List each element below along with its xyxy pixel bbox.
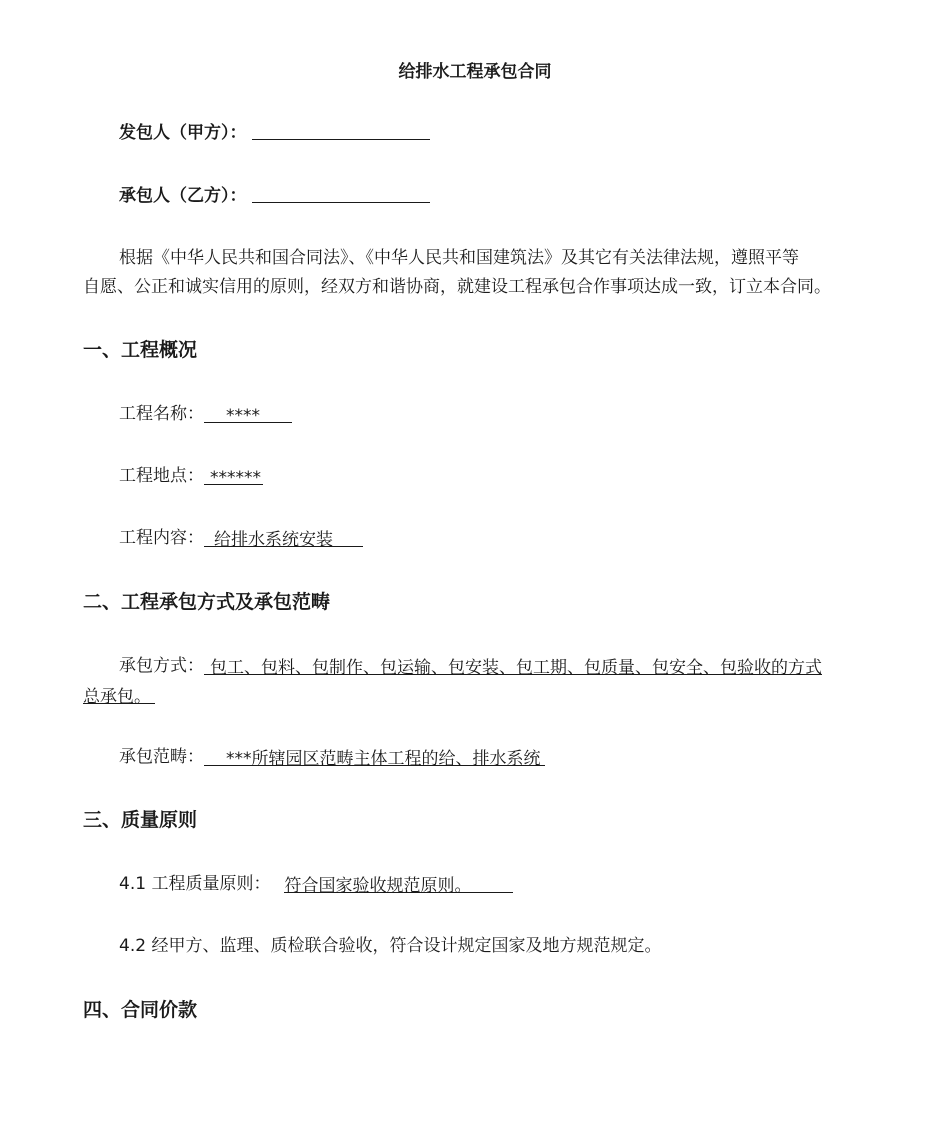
- section-3-heading: 三、质量原则: [83, 809, 198, 831]
- contract-mode-value-2: 总承包。: [83, 685, 155, 704]
- contract-mode-value-1: 包工、包料、包制作、包运输、包安装、包工期、包质量、包安全、包验收的方式: [204, 656, 822, 675]
- employer-label: 发包人（甲方）：: [119, 123, 247, 143]
- preamble-line-2: 自愿、公正和诚实信用的原则，经双方和谐协商，就建设工程承包合作事项达成一致，订立本合同。: [83, 277, 831, 297]
- contractor-label: 承包人（乙方）：: [119, 186, 247, 206]
- contract-mode-label: 承包方式：: [119, 656, 204, 676]
- project-name-value: ****: [204, 404, 292, 423]
- project-content-value: 给排水系统安装: [204, 528, 363, 547]
- contract-scope-value: ***所辖园区范畴主体工程的给、排水系统: [204, 747, 545, 766]
- project-name-line: [119, 402, 292, 426]
- project-content-line: [119, 526, 363, 550]
- project-location-line: [119, 464, 263, 488]
- document-title: 给排水工程承包合同: [398, 62, 552, 82]
- contract-mode-line: [119, 654, 822, 678]
- contractor-blank: [252, 184, 430, 203]
- employer-line: [119, 121, 430, 145]
- section-4-heading: 四、合同价款: [83, 999, 198, 1021]
- project-location-label: 工程地点：: [119, 466, 204, 486]
- section-1-heading: 一、工程概况: [83, 339, 198, 361]
- section-2-heading: 二、工程承包方式及承包范畴: [83, 591, 331, 613]
- employer-blank: [252, 121, 430, 140]
- contract-mode-line-2: [83, 683, 155, 707]
- quality-acceptance-line: 4.2 经甲方、监理、质检联合验收，符合设计规定国家及地方规范规定。: [119, 936, 662, 956]
- contract-scope-line: [119, 745, 545, 769]
- project-location-value: ******: [204, 466, 263, 485]
- project-name-label: 工程名称：: [119, 404, 204, 424]
- project-content-label: 工程内容：: [119, 528, 204, 548]
- preamble-line-1: 根据《中华人民共和国合同法》、《中华人民共和国建筑法》及其它有关法律法规，遵照平等: [119, 248, 799, 268]
- contractor-line: [119, 184, 430, 208]
- quality-standard-label: 4.1 工程质量原则：: [119, 874, 271, 894]
- quality-standard-value: 符合国家验收规范原则。: [284, 874, 513, 893]
- contract-scope-label: 承包范畴：: [119, 747, 204, 767]
- quality-standard-line: [119, 872, 513, 896]
